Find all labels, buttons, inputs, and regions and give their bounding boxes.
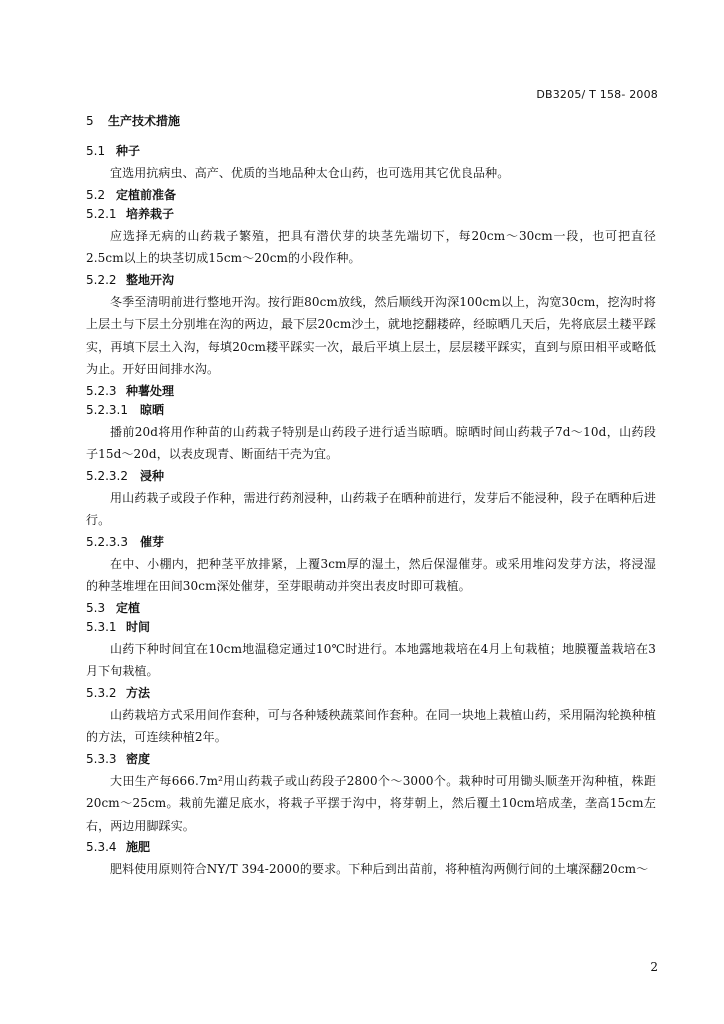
section-heading xyxy=(86,619,656,635)
section-number: 5.2 xyxy=(86,187,106,202)
section-number: 5.2.3 xyxy=(86,383,117,398)
body-paragraph: 大田生产每666.7m²用山药栽子或山药段子2800个～3000个。栽种时可用锄头顺垄开沟种植，株距20cm～25cm。栽前先灌足底水，将栽子平摆于沟中，将芽朝上，然后覆土10cm培成垄，垄高15cm左右，两边用脚踩实。 xyxy=(86,773,656,833)
section-heading xyxy=(86,272,656,288)
section-number: 5.2.3.2 xyxy=(86,468,128,483)
section-title: 施肥 xyxy=(126,840,151,854)
section-number: 5.3.4 xyxy=(86,840,117,854)
section-heading xyxy=(86,534,656,550)
section-title: 定植前准备 xyxy=(116,187,177,202)
section-number: 5.3.3 xyxy=(86,751,117,766)
section-number: 5.2.1 xyxy=(86,206,117,221)
section-number: 5.1 xyxy=(86,144,106,158)
body-paragraph: 应选择无病的山药栽子繁殖，把具有潜伏芽的块茎先端切下，每20cm～30cm一段，也可把直径2.5cm以上的块茎切成15cm～20cm的小段作种。 xyxy=(86,228,656,265)
section-heading xyxy=(86,143,656,159)
section-heading xyxy=(86,113,656,129)
body-paragraph: 在中、小棚内，把种茎平放排紧，上覆3cm厚的湿土，然后保湿催芽。或采用堆闷发芽方法，将浸湿的种茎堆埋在田间30cm深处催芽，至芽眼萌动并突出表皮时即可栽植。 xyxy=(86,556,656,593)
section-number: 5.3.2 xyxy=(86,685,117,700)
section-heading xyxy=(86,751,656,767)
body-paragraph: 山药栽培方式采用间作套种，可与各种矮秧蔬菜间作套种。在同一块地上栽植山药，采用隔沟轮换种植的方法，可连续种植2年。 xyxy=(86,707,656,744)
section-title: 整地开沟 xyxy=(126,272,175,287)
section-number: 5.3.1 xyxy=(86,619,117,634)
section-heading xyxy=(86,685,656,701)
page-number: 2 xyxy=(650,960,658,974)
section-number: 5.3 xyxy=(86,600,106,615)
body-paragraph: 播前20d将用作种苗的山药栽子特别是山药段子进行适当晾晒。晾晒时间山药栽子7d～10d，山药段子15d～20d，以表皮现青、断面结干壳为宜。 xyxy=(86,424,657,461)
section-title: 培养栽子 xyxy=(126,206,175,221)
section-title: 生产技术措施 xyxy=(108,114,181,128)
section-title: 时间 xyxy=(126,619,151,634)
section-heading xyxy=(86,383,656,399)
section-number: 5.2.3.3 xyxy=(86,534,128,549)
section-title: 种子 xyxy=(116,144,141,158)
section-heading xyxy=(86,206,656,222)
body-paragraph: 山药下种时间宜在10cm地温稳定通过10℃时进行。本地露地栽培在4月上旬栽植；地膜覆盖栽培在3月下旬栽植。 xyxy=(86,641,656,678)
section-heading xyxy=(86,839,656,855)
section-heading xyxy=(86,600,656,616)
section-heading xyxy=(86,187,656,203)
body-paragraph: 肥料使用原则符合NY/T 394-2000的要求。下种后到出苗前，将种植沟两侧行间的土壤深翻20cm～ xyxy=(110,862,649,876)
section-number: 5.2.3.1 xyxy=(86,402,128,417)
section-heading xyxy=(86,402,656,418)
section-number: 5 xyxy=(86,114,94,128)
standard-code: DB3205/ T 158- 2008 xyxy=(536,88,658,101)
body-paragraph: 冬季至清明前进行整地开沟。按行距80cm放线，然后顺线开沟深100cm以上，沟宽30cm，挖沟时将上层土与下层土分别堆在沟的两边，最下层20cm沙土，就地挖翻耧碎，经晾晒几天后，先将底层土耧平踩实，再填下层土入沟，每填20cm耧平踩实一次，最后平填上层土，层层耧平踩实，直到与原田相平或略低为止。开好田间排水沟。 xyxy=(86,294,656,376)
section-title: 定植 xyxy=(116,600,141,615)
section-heading xyxy=(86,468,656,484)
section-title: 方法 xyxy=(126,685,151,700)
body-paragraph: 宜选用抗病虫、高产、优质的当地品种太仓山药，也可选用其它优良品种。 xyxy=(110,166,510,180)
section-title: 催芽 xyxy=(140,534,165,549)
section-title: 种薯处理 xyxy=(126,383,175,398)
document-body xyxy=(86,113,656,883)
body-paragraph: 用山药栽子或段子作种，需进行药剂浸种，山药栽子在晒种前进行，发芽后不能浸种，段子在晒种后进行。 xyxy=(86,490,656,527)
section-title: 密度 xyxy=(126,751,151,766)
section-title: 浸种 xyxy=(140,468,165,483)
section-title: 晾晒 xyxy=(140,402,165,417)
section-number: 5.2.2 xyxy=(86,272,117,287)
